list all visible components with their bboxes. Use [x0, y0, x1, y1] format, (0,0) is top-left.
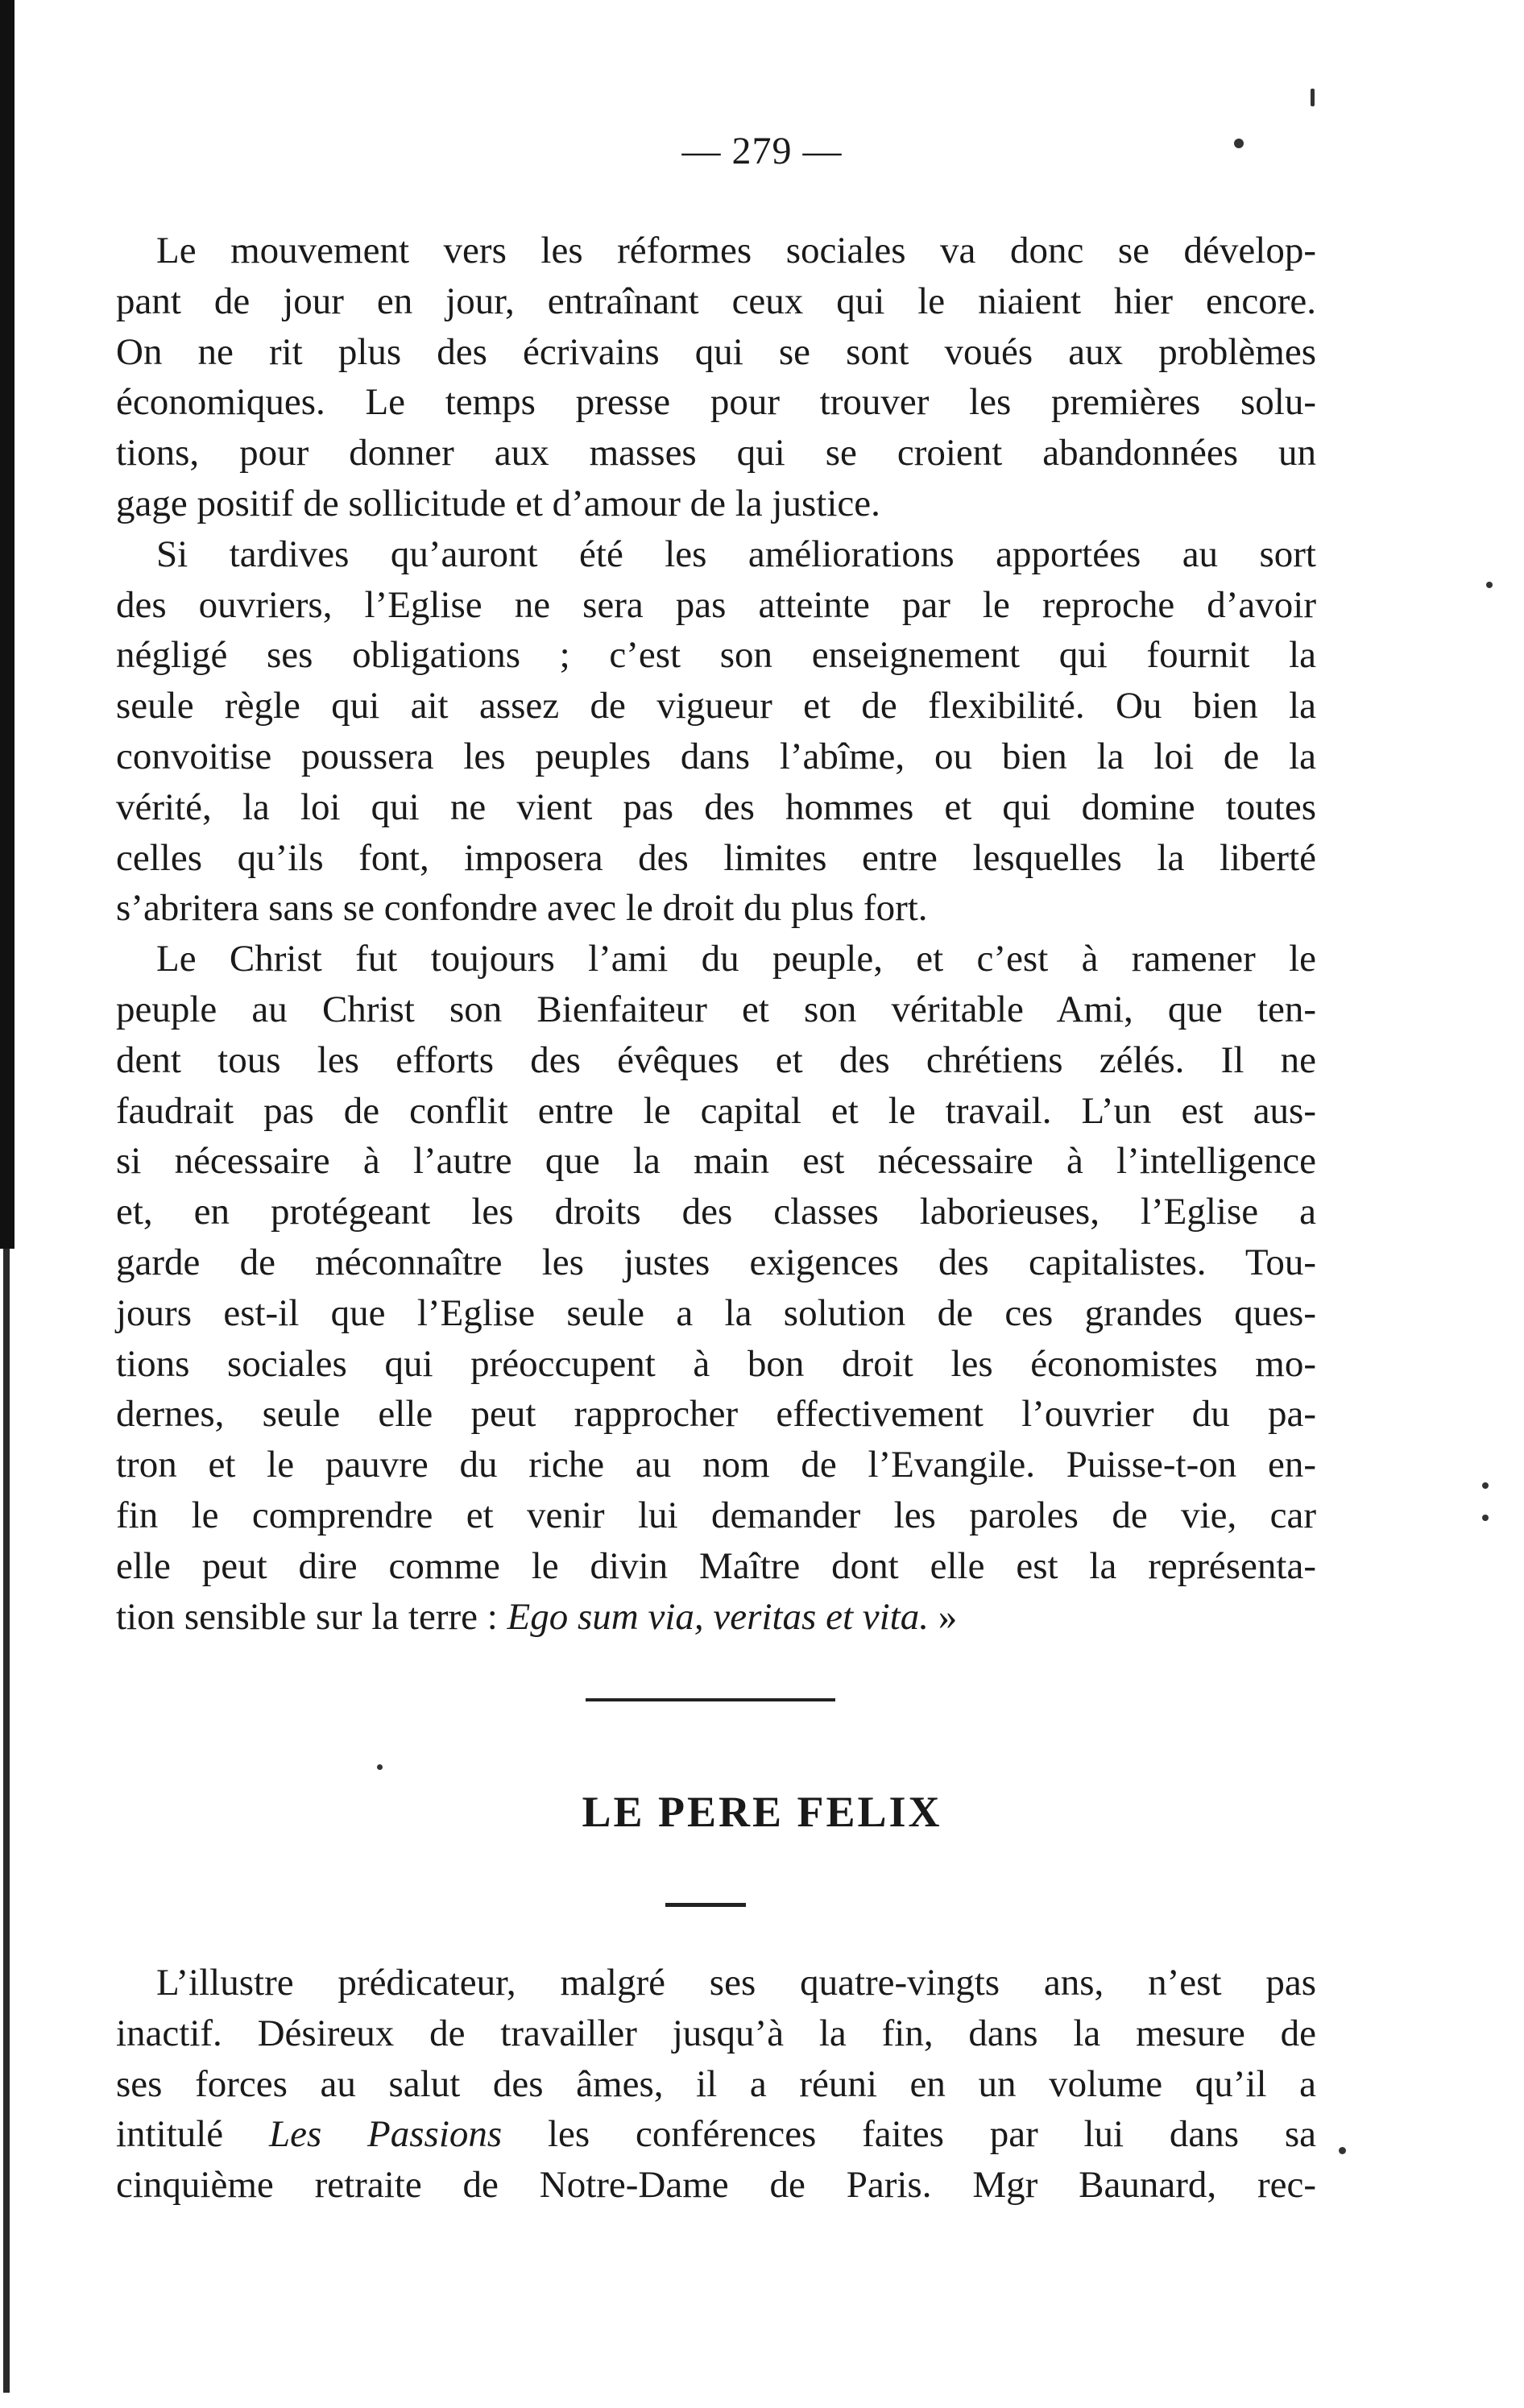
title-underline — [665, 1903, 746, 1907]
text-line: convoitise poussera les peuples dans l’abîme, ou bien la loi de la — [116, 735, 1316, 777]
text-line: négligé ses obligations ; c’est son enseignement qui fournit la — [116, 634, 1316, 677]
text-line: jours est-il que l’Eglise seule a la solution de ces grandes ques- — [116, 1291, 1316, 1334]
text-line: tron et le pauvre du riche au nom de l’Evangile. Puisse-t-on en- — [116, 1444, 1316, 1486]
scan-speck — [1339, 2147, 1346, 2154]
section-title: LE PERE FELIX — [582, 1788, 942, 1836]
text-line: seule règle qui ait assez de vigueur et de flexibilité. Ou bien la — [116, 685, 1316, 727]
text-block-section — [116, 1958, 1316, 2211]
text-line: fin le comprendre et venir lui demander les paroles de vie, car — [116, 1494, 1316, 1536]
text-line: dernes, seule elle peut rapprocher effectivement l’ouvrier du pa- — [116, 1393, 1316, 1436]
book-title: Les Passions — [268, 2113, 503, 2156]
text-line: tions, pour donner aux masses qui se croient abandonnées un — [116, 432, 1316, 475]
text-line: cinquième retraite de Notre-Dame de Paris. Mgr Baunard, rec- — [116, 2164, 1316, 2207]
scan-speck — [1482, 1482, 1489, 1489]
text-line: gage positif de sollicitude et d’amour de la justice. — [116, 482, 880, 524]
text-line: celles qu’ils font, imposera des limites entre lesquelles la liberté — [116, 836, 1316, 879]
text-line: ses forces au salut des âmes, il a réuni en un volume qu’il a — [116, 2062, 1316, 2105]
text-line: Si tardives qu’auront été les améliorations apportées au sort — [156, 533, 1316, 575]
text-line: vérité, la loi qui ne vient pas des hommes et qui domine toutes — [116, 785, 1316, 828]
scan-speck — [1311, 89, 1315, 106]
text-line: elle peut dire comme le divin Maître dont elle est la représenta- — [116, 1544, 1316, 1587]
text-fragment: les conférences faites par lui dans sa — [502, 2113, 1316, 2156]
text-line: On ne rit plus des écrivains qui se sont voués aux problèmes — [116, 330, 1316, 373]
scan-speck — [1486, 582, 1493, 588]
text-line: peuple au Christ son Bienfaiteur et son véritable Ami, que ten- — [116, 988, 1316, 1030]
text-line: tions sociales qui préoccupent à bon droit les économistes mo- — [116, 1342, 1316, 1385]
text-line-last — [116, 1592, 1316, 1643]
text-fragment: tion sensible sur la terre : — [116, 1595, 507, 1638]
text-fragment: » — [928, 1595, 958, 1638]
text-line: faudrait pas de conflit entre le capital et le travail. L’un est aus- — [116, 1089, 1316, 1132]
text-block-main — [116, 226, 1316, 1642]
text-line — [116, 2109, 1316, 2160]
section-divider — [586, 1698, 835, 1701]
text-line: Le Christ fut toujours l’ami du peuple, et c’est à ramener le — [156, 938, 1316, 980]
scan-speck — [377, 1764, 383, 1770]
text-line: dent tous les efforts des évêques et des chrétiens zélés. Il ne — [116, 1038, 1316, 1081]
text-line: économiques. Le temps presse pour trouver les premières solu- — [116, 381, 1316, 424]
text-line: Le mouvement vers les réformes sociales va donc se dévelop- — [156, 230, 1316, 271]
text-line: garde de méconnaître les justes exigences des capitalistes. Tou- — [116, 1241, 1316, 1283]
page-edge-shadow — [0, 0, 14, 1249]
text-line: si nécessaire à l’autre que la main est nécessaire à l’intelligence — [116, 1140, 1316, 1183]
text-line: s’abritera sans se confondre avec le droit du plus fort. — [116, 887, 928, 930]
page-number: — 279 — — [681, 130, 843, 172]
scan-speck — [1234, 139, 1244, 148]
text-line: inactif. Désireux de travailler jusqu’à la fin, dans la mesure de — [116, 2012, 1316, 2054]
text-line: L’illustre prédicateur, malgré ses quatre-vingts ans, n’est pas — [156, 1962, 1316, 2004]
text-line: pant de jour en jour, entraînant ceux qui le niaient hier encore. — [116, 280, 1316, 322]
latin-quote: Ego sum via, veritas et vita. — [507, 1595, 929, 1638]
text-line: et, en protégeant les droits des classes laborieuses, l’Eglise a — [116, 1191, 1316, 1233]
scan-speck — [1482, 1515, 1489, 1521]
text-fragment: intitulé — [116, 2113, 269, 2156]
text-line: des ouvriers, l’Eglise ne sera pas atteinte par le reproche d’avoir — [116, 583, 1316, 626]
